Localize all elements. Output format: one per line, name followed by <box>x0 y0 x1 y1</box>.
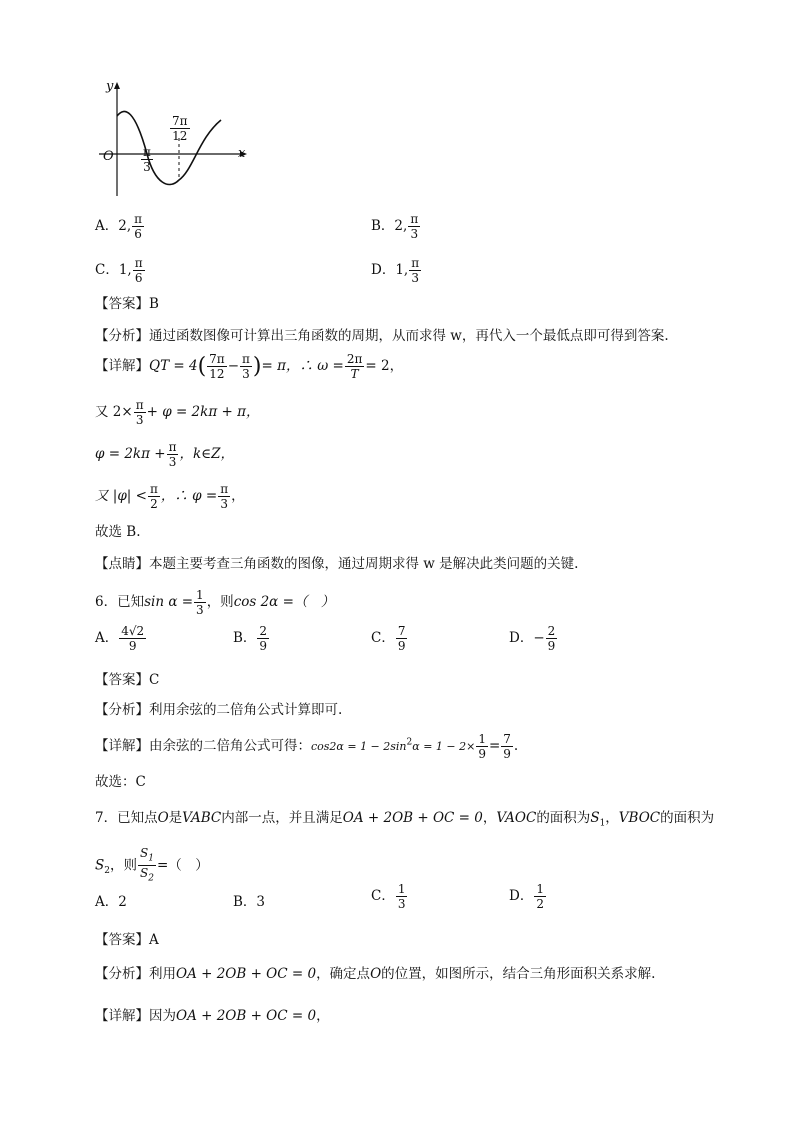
q7-option-b[interactable]: B．3 <box>233 894 266 910</box>
q5-answer: 【答案】B <box>95 296 159 312</box>
q5-option-a[interactable]: A．2, $\frac{\pi}{6}$ <box>95 212 143 241</box>
q7-stem-line2: $S_2$，则 $\frac{S_1}{S_2}$ =（ ） <box>95 846 209 884</box>
q5-detail-line4: 又 |φ| < $\frac{\pi}{2}$ ，∴ φ = $\frac{\pi}{3}$ ， <box>95 482 245 511</box>
q5-detail-line3: φ = 2kπ + $\frac{\pi}{3}$ ，k∈Z， <box>95 440 235 469</box>
q5-detail-line2: 又 2× $\frac{\pi}{3}$ + φ = 2kπ + π， <box>95 398 260 427</box>
origin-label: O <box>103 149 114 164</box>
q7-detail: 【详解】因为OA + 2OB + OC = 0， <box>95 1008 330 1024</box>
q5-detail-line1: 【详解】QT = 4( $\frac{7\pi}{12}$ − $\frac{\pi}{3}$ )= π，∴ ω = $\frac{2\pi}{T}$ = 2， <box>95 352 404 381</box>
q6-option-d[interactable]: D．− $\frac{2}{9}$ <box>509 624 556 653</box>
q6-option-a[interactable]: A． $\frac{4√2}{9}$ <box>95 624 145 653</box>
q6-conclusion: 故选：C <box>95 774 146 790</box>
q6-analysis: 【分析】利用余弦的二倍角公式计算即可. <box>95 702 343 718</box>
q7-option-c[interactable]: C． $\frac{1}{3}$ <box>371 882 406 911</box>
q5-conclusion: 故选 B. <box>95 524 141 540</box>
y-axis-label: y <box>106 79 114 94</box>
q7-option-d[interactable]: D． $\frac{1}{2}$ <box>509 882 544 911</box>
q5-option-d[interactable]: D．1, $\frac{\pi}{3}$ <box>371 256 420 285</box>
x-axis-label: x <box>238 146 246 161</box>
q5-option-b[interactable]: B．2, $\frac{\pi}{3}$ <box>371 212 419 241</box>
q6-option-c[interactable]: C． $\frac{7}{9}$ <box>371 624 406 653</box>
q6-detail: 【详解】由余弦的二倍角公式可得：$\cos 2\alpha = 1 - 2\sin^2\alpha = 1 - 2\times$ $\frac{1}{9}$ = $\frac{7}{9}$ . <box>95 732 519 761</box>
q7-analysis: 【分析】利用OA + 2OB + OC = 0，确定点O的位置，如图所示，结合三角形面积关系求解. <box>95 966 656 982</box>
q5-analysis: 【分析】通过函数图像可计算出三角函数的周期，从而求得 w，再代入一个最低点即可得到答案. <box>95 328 669 344</box>
q7-stem-line1: 7．已知点O是VABC内部一点，并且满足OA + 2OB + OC = 0，VAOC的面积为$S_1$，VBOC的面积为 <box>95 810 715 829</box>
q5-comment: 【点睛】本题主要考查三角函数的图像，通过周期求得 w 是解决此类问题的关键. <box>95 556 579 572</box>
peak-label-7pi-over-12: $\frac{7\pi}{12}$ <box>172 114 188 143</box>
q7-option-a[interactable]: A．2 <box>95 894 127 910</box>
tick-label-pi-over-3: $\frac{\pi}{3}$ <box>143 145 151 174</box>
q6-option-b[interactable]: B． $\frac{2}{9}$ <box>233 624 268 653</box>
q6-stem: 6．已知sin α = $\frac{1}{3}$ ，则cos 2α =（ ） <box>95 588 335 617</box>
q7-answer: 【答案】A <box>95 932 159 948</box>
q5-option-c[interactable]: C．1, $\frac{\pi}{6}$ <box>95 256 143 285</box>
q6-answer: 【答案】C <box>95 672 160 688</box>
